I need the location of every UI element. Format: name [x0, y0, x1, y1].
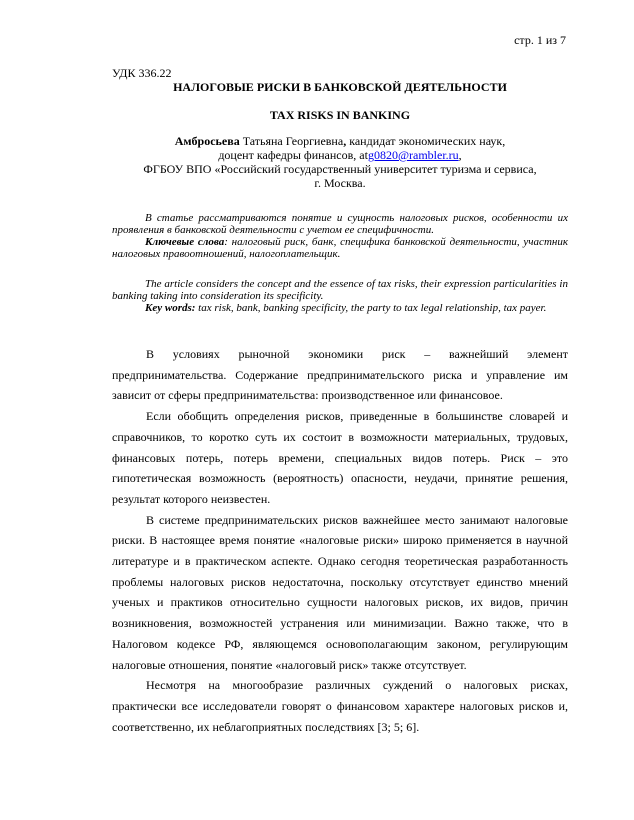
author-email-link[interactable]: g0820@rambler.ru: [367, 148, 459, 162]
body-paragraph: В условиях рыночной экономики риск – важнейший элемент предпринимательства. Содержание предпринимательского риска и управление им зависит от сферы предпринимательства: производственное или финансовое.: [112, 347, 568, 403]
abstract-russian-text: В статье рассматриваются понятие и сущность налоговых рисков, особенности их проявления в банковской деятельности с учетом ее специфичности.: [112, 212, 568, 236]
author-position: доцент кафедры финансов, at: [218, 148, 368, 162]
author-block: [112, 134, 568, 190]
body-paragraph: Несмотря на многообразие различных суждений о налоговых рисках, практически все исследователи говорят о финансовом характере налоговых рисков и, соответственно, их неблагоприятных последствиях [3; 5; 6].: [112, 678, 568, 734]
body-paragraph: В системе предпринимательских рисков важнейшее место занимают налоговые риски. В настоящее время понятие «налоговые риски» широко применяется в научной литературе и в практическом аспекте. Однако сегодня теоретическая разработанность проблемы налоговых рисков недостаточна, поскольку отсутствует единство мнений ученых и практиков относительно сущности налоговых рисков, их видов, причин возникновения, возможностей устранения или минимизации. Важно также, что в Налоговом кодексе РФ, являющемся основополагающим законом, регулирующим налоговые отношения, понятие «налоговый риск» также отсутствует.: [112, 512, 568, 672]
abstract-english: [112, 278, 568, 314]
author-organization: ФГБОУ ВПО «Российский государственный университет туризма и сервиса,: [143, 162, 537, 176]
body-paragraph: Если обобщить определения рисков, приведенные в большинстве словарей и справочников, то коротко суть их состоит в возможности материальных, трудовых, финансовых потерь, потерь времени, специальных видов потерь. Риск – это гипотетическая возможность (вероятность) опасности, неудачи, принятие решения, результат которого неизвестен.: [112, 409, 568, 506]
title-russian: НАЛОГОВЫЕ РИСКИ В БАНКОВСКОЙ ДЕЯТЕЛЬНОСТИ: [173, 80, 507, 94]
abstract-russian: [112, 212, 568, 260]
author-position-line: [112, 148, 568, 162]
keywords-russian-label: Ключевые слова: [145, 236, 225, 248]
article-body: [112, 344, 568, 737]
author-given-names: Татьяна Георгиевна: [239, 134, 344, 148]
article-content: [112, 66, 568, 737]
author-city: г. Москва.: [314, 176, 366, 190]
keywords-russian-list: : налоговый риск, банк, специфика банковской деятельности, участник налоговых правоотношений, налогоплательщик.: [112, 236, 568, 260]
author-comma: ,: [343, 134, 347, 148]
page-number: стр. 1 из 7: [514, 33, 566, 47]
title-english: TAX RISKS IN BANKING: [269, 108, 411, 122]
udk-code: УДК 336.22: [112, 66, 172, 80]
author-degree: кандидат экономических наук,: [346, 134, 506, 148]
keywords-english-label: Key words:: [145, 302, 196, 314]
author-surname: Амбросьева: [174, 134, 240, 148]
abstract-english-text: The article considers the concept and the essence of tax risks, their expression particularities in banking taking into consideration its specificity.: [112, 278, 568, 302]
author-line: [112, 134, 568, 148]
keywords-russian: [112, 236, 568, 260]
keywords-english-list: tax risk, bank, banking specificity, the party to tax legal relationship, tax payer.: [195, 302, 547, 314]
author-email-tail: ,: [458, 148, 462, 162]
keywords-english: [112, 302, 568, 314]
